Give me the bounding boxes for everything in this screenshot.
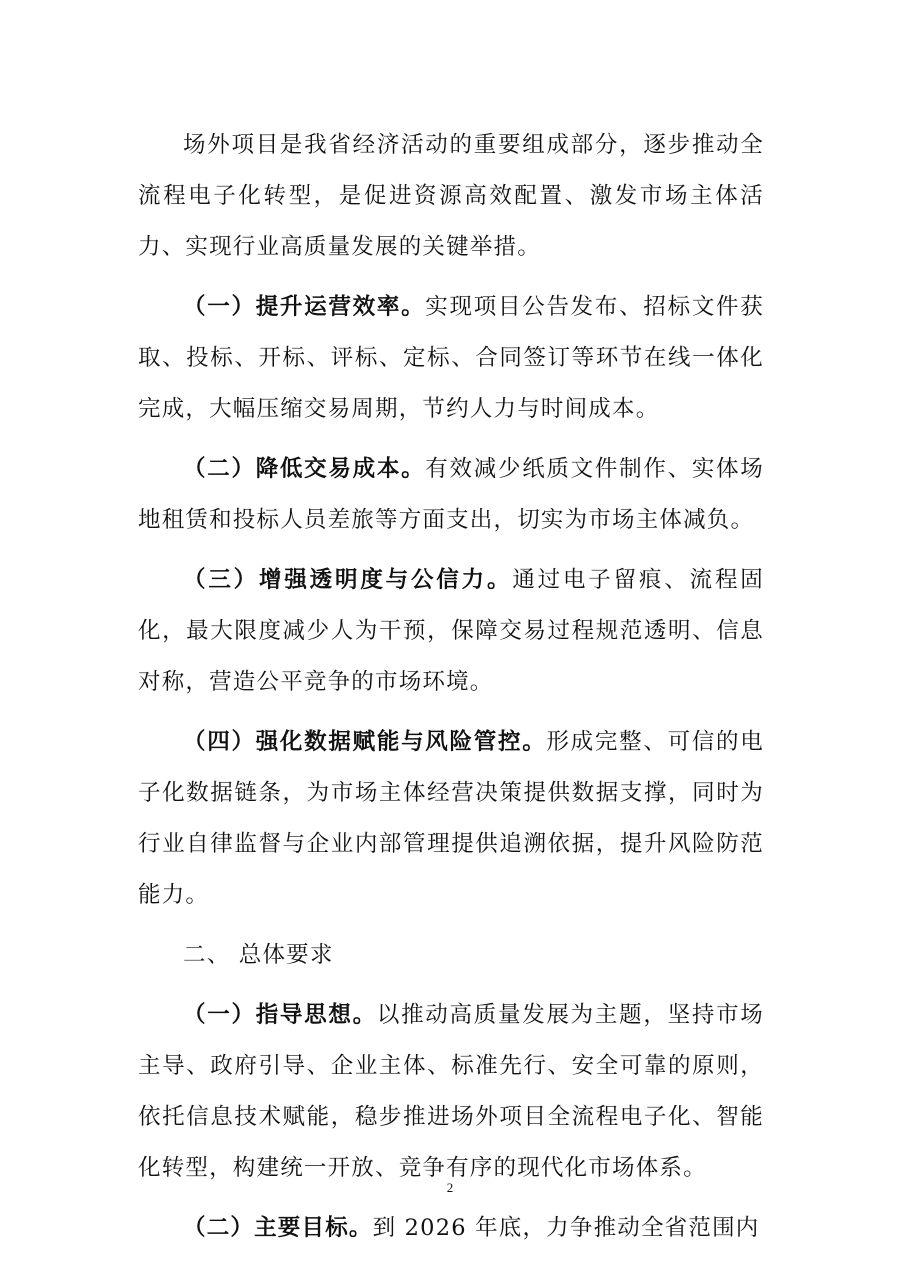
paragraph-text: 有效减少纸质文件制作、实体场地租赁和投标人员差旅等方面支出，切实为市场主体减负。	[138, 456, 764, 533]
paragraph-transparency	[138, 555, 764, 708]
paragraph-guiding-ideology	[138, 990, 764, 1194]
document-body	[138, 120, 764, 1263]
paragraph-lead: （二）主要目标。	[183, 1215, 373, 1241]
paragraph-efficiency	[138, 282, 764, 435]
section-heading: 二、 总体要求	[183, 942, 334, 968]
paragraph-text: 实现项目公告发布、招标文件获取、投标、开标、评标、定标、合同签订等环节在线一体化完成，大幅压缩交易周期，节约人力与时间成本。	[138, 294, 764, 422]
paragraph-text: 形成完整、可信的电子化数据链条，为市场主体经营决策提供数据支撑，同时为行业自律监督与企业内部管理提供追溯依据，提升风险防范能力。	[138, 729, 764, 908]
paragraph-cost	[138, 444, 764, 546]
paragraph-text: 到 2026 年底，力争推动全省范围内	[372, 1215, 760, 1241]
paragraph-text: 场外项目是我省经济活动的重要组成部分，逐步推动全流程电子化转型，是促进资源高效配置、激发市场主体活力、实现行业高质量发展的关键举措。	[138, 132, 764, 260]
paragraph-lead: （一）提升运营效率。	[183, 294, 426, 320]
page-number: 2	[446, 1180, 454, 1195]
paragraph-lead: （三）增强透明度与公信力。	[183, 567, 513, 593]
paragraph-main-goals	[138, 1203, 764, 1254]
paragraph-lead: （一）指导思想。	[183, 1002, 377, 1028]
paragraph-lead: （二）降低交易成本。	[183, 456, 426, 482]
paragraph-data-risk	[138, 717, 764, 921]
paragraph-text: 以推动高质量发展为主题，坚持市场主导、政府引导、企业主体、标准先行、安全可靠的原则，依托信息技术赋能，稳步推进场外项目全流程电子化、智能化转型，构建统一开放、竞争有序的现代化市场体系。	[138, 1002, 764, 1181]
paragraph-intro	[138, 120, 764, 273]
paragraph-text: 通过电子留痕、流程固化，最大限度减少人为干预，保障交易过程规范透明、信息对称，营造公平竞争的市场环境。	[138, 567, 764, 695]
paragraph-lead: （四）强化数据赋能与风险管控。	[183, 729, 547, 755]
